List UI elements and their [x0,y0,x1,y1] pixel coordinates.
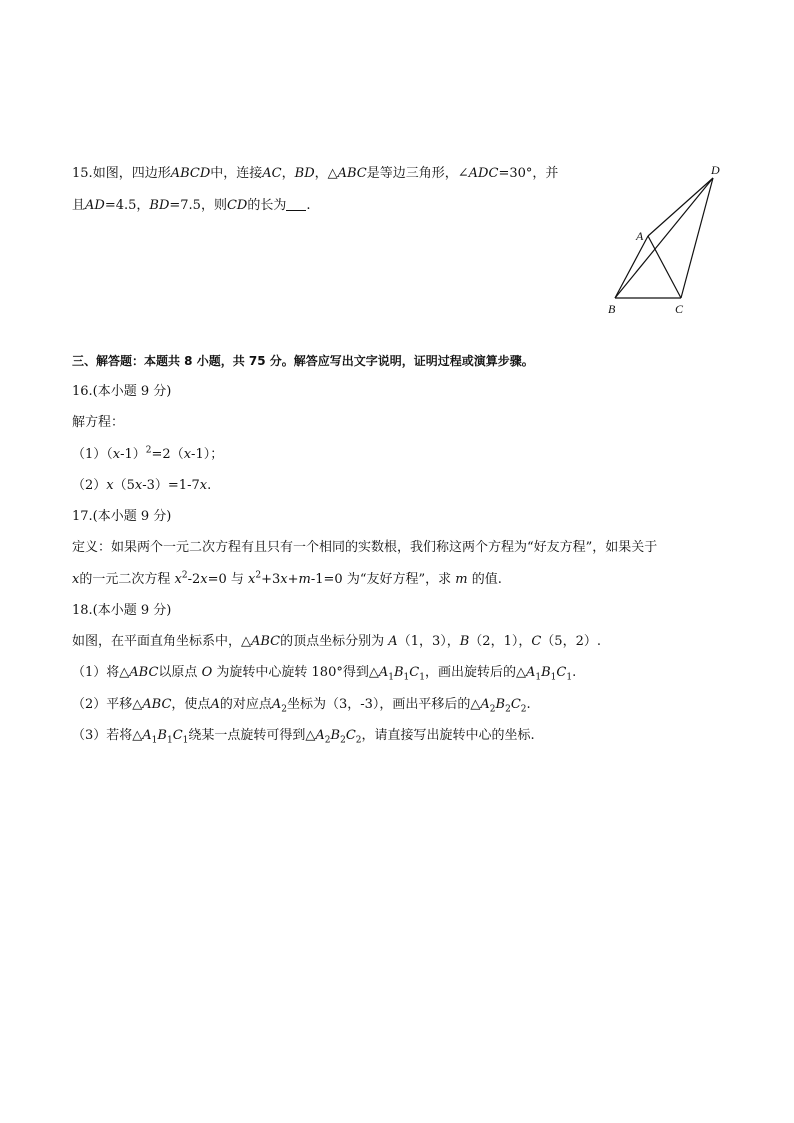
q18-line-1: 如图，在平面直角坐标系中，△ABC的顶点坐标分别为 A（1，3），B（2，1），C（5，2）. [72,634,601,649]
quadrilateral-figure [600,160,730,320]
q16-part-2: （2）x（5x-3）=1-7x. [72,478,212,493]
q18-part-1: （1）将△ABC以原点 O 为旋转中心旋转 180°得到$\triangle A_1B_1C_1$，画出旋转后的$\triangle A_1B_1C_1$. [72,665,577,683]
section-3-title: 三、解答题：本题共 8 小题，共 75 分。解答应写出文字说明，证明过程或演算步骤。 [72,354,534,368]
q18-header: 18.(本小题 9 分) [72,603,172,618]
q15-line-2: 且AD=4.5，BD=7.5，则CD的长为 . [72,198,311,213]
segment-ab [615,236,648,298]
q17-line-2: x的一元二次方程 $x^2-2x=0$ 与 $x^2+3x+m-1=0$ 为“友好方程”，求 m 的值. [72,570,502,587]
segment-bd [615,178,713,298]
q17-line-1: 定义：如果两个一元二次方程有且只有一个相同的实数根，我们称这两个方程为“好友方程”，如果关于 [72,540,658,555]
q18-part-2: （2）平移△ABC，使点A的对应点$A_2$坐标为（3，-3），画出平移后的$\triangle A_2B_2C_2$. [72,697,531,715]
q17-header: 17.(本小题 9 分) [72,509,172,524]
label-c: C [675,302,684,316]
answer-blank [286,198,306,211]
label-a: A [636,229,644,243]
q15-line-1: 15.如图，四边形ABCD中，连接AC，BD，△ABC是等边三角形，∠ADC=30°，并 [72,166,559,181]
label-d: D [711,163,720,177]
q18-part-3: （3）若将$\triangle A_1B_1C_1$绕某一点旋转可得到$\triangle A_2B_2C_2$，请直接写出旋转中心的坐标. [72,728,535,746]
label-b: B [608,302,616,316]
q16-intro: 解方程： [72,415,125,430]
segment-ac [648,236,681,298]
q16-part-1: $(1)(x-1)^2=2(x-1)$； [72,445,224,462]
segment-cd [681,178,713,298]
segment-ad [648,178,713,236]
q16-header: 16.(本小题 9 分) [72,384,172,399]
